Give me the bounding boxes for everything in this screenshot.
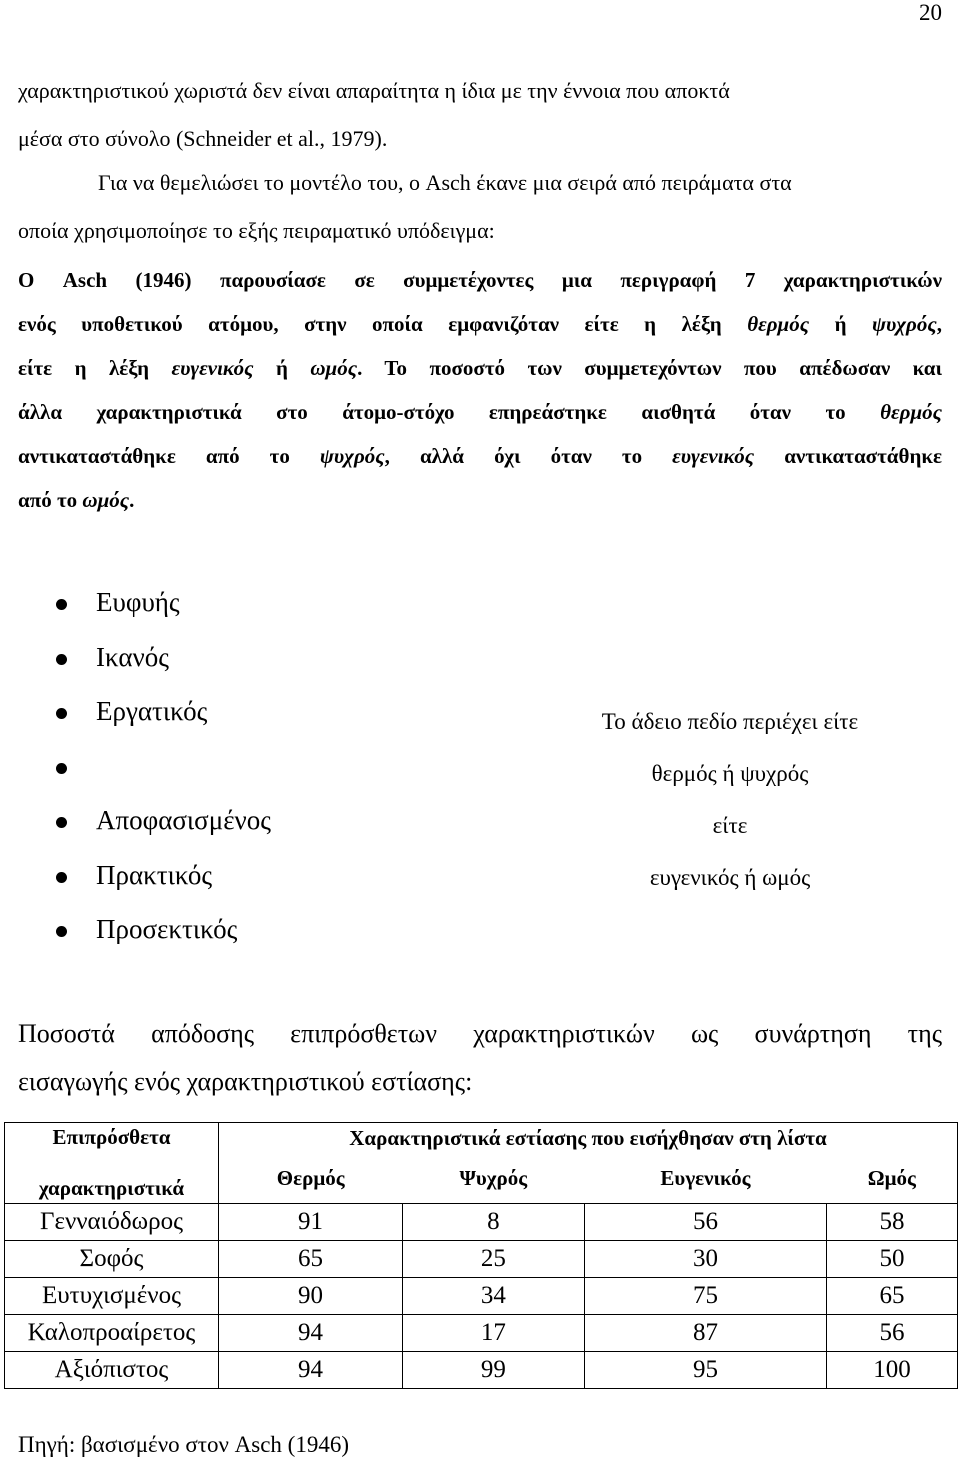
note-line: είτε bbox=[712, 813, 748, 838]
bold-line-5: αντικαταστάθηκε από το ψυχρός, αλλά όχι όταν το ευγενικός αντικαταστάθηκε bbox=[18, 444, 942, 468]
bullet-icon bbox=[56, 708, 67, 719]
note-line: Το άδειο πεδίο περιέχει είτε bbox=[601, 709, 859, 734]
column-header: Ωμός bbox=[827, 1154, 958, 1204]
source-note: Πηγή: βασισμένο στον Asch (1946) bbox=[18, 1432, 349, 1457]
table-cell: 8 bbox=[402, 1204, 584, 1241]
table-row bbox=[5, 1204, 958, 1241]
table-cell: 94 bbox=[219, 1352, 403, 1389]
bullet-icon bbox=[56, 763, 67, 774]
paragraph-line: χαρακτηριστικού χωριστά δεν είναι απαραίτητα η ίδια με την έννοια που αποκτά bbox=[18, 78, 730, 103]
bullet-icon bbox=[56, 926, 67, 937]
table-cell: 65 bbox=[219, 1241, 403, 1278]
table-cell: 56 bbox=[584, 1204, 826, 1241]
table-row bbox=[5, 1278, 958, 1315]
table-cell: 58 bbox=[827, 1204, 958, 1241]
bullet-icon bbox=[56, 872, 67, 883]
bullet-icon bbox=[56, 599, 67, 610]
results-table bbox=[4, 1122, 958, 1389]
table-cell: 17 bbox=[402, 1315, 584, 1352]
paragraph-line: Για να θεμελιώσει το μοντέλο του, ο Asch έκανε μια σειρά από πειράματα στα bbox=[98, 170, 792, 195]
table-caption: Ποσοστά απόδοσης επιπρόσθετων χαρακτηριστικών ως συνάρτηση της εισαγωγής ενός χαρακτηριστικού εστίασης: bbox=[18, 1019, 942, 1096]
bold-line-4: άλλα χαρακτηριστικά στο άτομο-στόχο επηρεάστηκε αισθητά όταν το θερμός bbox=[18, 400, 942, 424]
row-label: Καλοπροαίρετος bbox=[5, 1315, 219, 1352]
table-cell: 95 bbox=[584, 1352, 826, 1389]
table-cell: 30 bbox=[584, 1241, 826, 1278]
table-row bbox=[5, 1315, 958, 1352]
blank-field-note bbox=[560, 700, 900, 908]
table-cell: 99 bbox=[402, 1352, 584, 1389]
bold-line-1: Ο Asch (1946) παρουσίασε σε συμμετέχοντες μια περιγραφή 7 χαρακτηριστικών bbox=[18, 268, 942, 292]
bold-line-6: από το ωμός. bbox=[18, 488, 135, 512]
row-label: Σοφός bbox=[5, 1241, 219, 1278]
table-cell: 25 bbox=[402, 1241, 584, 1278]
bold-line-2: ενός υποθετικού ατόμου, στην οποία εμφανιζόταν είτε η λέξη θερμός ή ψυχρός, bbox=[18, 312, 942, 336]
bullet-icon bbox=[56, 817, 67, 828]
table-cell: 34 bbox=[402, 1278, 584, 1315]
column-header: Θερμός bbox=[219, 1154, 403, 1204]
note-line: θερμός ή ψυχρός bbox=[651, 761, 809, 786]
table-cell: 100 bbox=[827, 1352, 958, 1389]
table-row bbox=[5, 1352, 958, 1389]
page-number: 20 bbox=[919, 0, 942, 25]
experiment-description bbox=[18, 258, 942, 522]
table-cell: 50 bbox=[827, 1241, 958, 1278]
table-cell: 87 bbox=[584, 1315, 826, 1352]
row-label: Γενναιόδωρος bbox=[5, 1204, 219, 1241]
paragraph-line: μέσα στο σύνολο (Schneider et al., 1979). bbox=[18, 126, 388, 151]
note-line: ευγενικός ή ωμός bbox=[649, 865, 811, 890]
table-cell: 91 bbox=[219, 1204, 403, 1241]
row-label: Ευτυχισμένος bbox=[5, 1278, 219, 1315]
column-header: Ευγενικός bbox=[584, 1154, 826, 1204]
table-cell: 94 bbox=[219, 1315, 403, 1352]
row-label: Αξιόπιστος bbox=[5, 1352, 219, 1389]
bold-line-3: είτε η λέξη ευγενικός ή ωμός. Το ποσοστό των συμμετεχόντων που απέδωσαν και bbox=[18, 356, 942, 380]
paragraph-line: οποία χρησιμοποίησε το εξής πειραματικό υπόδειγμα: bbox=[18, 218, 495, 243]
group-header: Χαρακτηριστικά εστίασης που εισήχθησαν στη λίστα bbox=[219, 1123, 958, 1154]
column-header: Ψυχρός bbox=[402, 1154, 584, 1204]
table-cell: 90 bbox=[219, 1278, 403, 1315]
table-cell: 75 bbox=[584, 1278, 826, 1315]
table-row bbox=[5, 1241, 958, 1278]
table-cell: 56 bbox=[827, 1315, 958, 1352]
row-header: Επιπρόσθετα χαρακτηριστικά bbox=[5, 1123, 219, 1204]
table-cell: 65 bbox=[827, 1278, 958, 1315]
bullet-icon bbox=[56, 654, 67, 665]
